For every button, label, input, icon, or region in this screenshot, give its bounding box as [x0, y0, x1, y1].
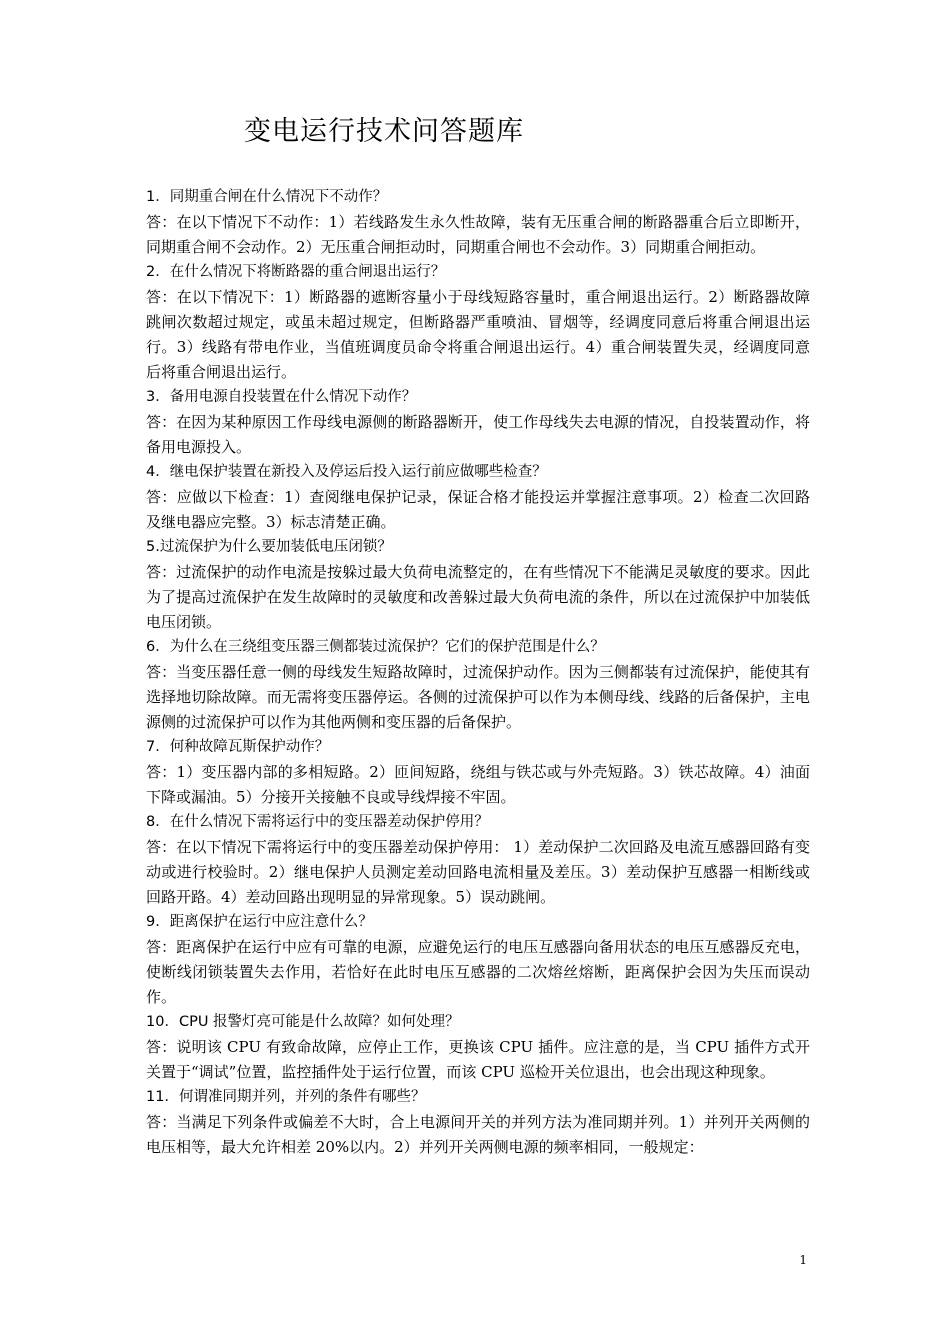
qa-item	[146, 1010, 810, 1085]
answer-line: 油面下降或漏油。5）分接开关接触不良或导线焊接不牢固。	[146, 763, 810, 806]
answer-text	[146, 835, 810, 910]
answer-text	[146, 485, 810, 535]
answer-line: 过流保护中加装低电压闭锁。	[146, 588, 810, 631]
question-heading: 11．何谓准同期并列，并列的条件有哪些？	[146, 1089, 426, 1105]
answer-line: 反充电，使断线闭锁装置失去作用，若恰好在此时电压互感器的二次熔丝熔断，距离保护会	[146, 938, 810, 981]
question-heading: 2．在什么情况下将断路器的重合闸退出运行？	[146, 264, 446, 280]
question-heading: 1．同期重合闸在什么情况下不动作？	[146, 189, 388, 205]
answer-line: 答：当满足下列条件或偏差不大时，合上电源间开关的并列方法为准同期并列。1）并列开	[146, 1113, 750, 1131]
qa-item	[146, 735, 810, 810]
qa-item	[146, 810, 810, 910]
answer-line: 答：距离保护在运行中应有可靠的电源，应避免运行的电压互感器向备用状态的电压互感器	[146, 938, 750, 956]
answer-line: 答：1）变压器内部的多相短路。2）匝间短路，绕组与铁芯或与外壳短路。3）铁芯故障。4）	[146, 763, 780, 781]
answer-line: 答：在以下情况下需将运行中的变压器差动保护停用： 1）差动保护二次回路及电流互感器	[146, 838, 750, 856]
answer-line: 答：过流保护的动作电流是按躲过最大负荷电流整定的，在有些情况下不能满足灵敏度的要	[146, 563, 750, 581]
qa-item	[146, 260, 810, 385]
question-heading: 9．距离保护在运行中应注意什么？	[146, 914, 373, 930]
answer-text	[146, 660, 810, 735]
qa-item	[146, 1085, 810, 1160]
answer-line: 答：在因为某种原因工作母线电源侧的断路器断开，使工作母线失去电源的情况，自投装置	[146, 413, 750, 431]
answer-line: 现象。	[729, 1063, 775, 1081]
answer-line: 答：说明该 CPU 有致命故障，应停止工作，更换该 CPU 插件。应注意的是，当 CPU 插件方式	[146, 1038, 795, 1056]
answer-line: 合闸拒动。	[690, 238, 766, 256]
question-heading: 6．为什么在三绕组变压器三侧都装过流保护？它们的保护范围是什么？	[146, 639, 605, 655]
answer-text	[146, 760, 810, 810]
answer-line: 关两侧的电压相等，最大允许相差 20%以内。2）并列开关两侧电源的频率相同，一般规定：	[146, 1113, 810, 1156]
answer-line: 能使其有选择地切除故障。而无需将变压器停运。各侧的过流保护可以作为本侧母线、线路	[146, 663, 810, 706]
document-title: 变电运行技术问答题库	[244, 116, 524, 147]
answer-line: 答：在以下情况下：1）断路器的遮断容量小于母线短路容量时，重合闸退出运行。2）断路	[146, 288, 765, 306]
answer-line: 回路有变动或进行校验时。2）继电保护人员测定差动回路电流相量及差压。3）差动保护互	[146, 838, 810, 881]
qa-item	[146, 535, 810, 635]
question-heading: 4．继电保护装置在新投入及停运后投入运行前应做哪些检查？	[146, 464, 547, 480]
answer-line: 器故障跳闸次数超过规定，或虽未超过规定，但断路器严重喷油、冒烟等，经调度同意后将	[146, 288, 810, 331]
answer-line: 求。因此为了提高过流保护在发生故障时的灵敏度和改善躲过最大负荷电流的条件，所以在	[146, 563, 810, 606]
answer-line: 重合闸退出运行。3）线路有带电作业，当值班调度员命令将重合闸退出运行。4）重合闸装	[146, 313, 810, 356]
question-heading: 5.过流保护为什么要加装低电压闭锁？	[146, 539, 392, 555]
answer-line: 置失灵，经调度同意后将重合闸退出运行。	[146, 338, 810, 381]
answer-text	[146, 1035, 810, 1085]
qa-item	[146, 460, 810, 535]
page-number: 1	[799, 1253, 807, 1267]
qa-item	[146, 385, 810, 460]
answer-line: 答：应做以下检查：1）查阅继电保护记录，保证合格才能投运并掌握注意事项。2）检查二	[146, 488, 765, 506]
question-heading: 8．在什么情况下需将运行中的变压器差动保护停用？	[146, 814, 489, 830]
question-heading: 7．何种故障瓦斯保护动作？	[146, 739, 330, 755]
question-heading: 10．CPU 报警灯亮可能是什么故障？如何处理？	[146, 1014, 460, 1030]
answer-line: 动作，将备用电源投入。	[146, 413, 810, 456]
answer-line: 次回路及继电器应完整。3）标志清楚正确。	[146, 488, 810, 531]
answer-line: 答：在以下情况下不动作：1）若线路发生永久性故障，装有无压重合闸的断路器重合后立	[146, 213, 750, 231]
question-heading: 3．备用电源自投装置在什么情况下动作？	[146, 389, 417, 405]
qa-item	[146, 185, 810, 260]
answer-text	[146, 210, 810, 260]
answer-line: 的后备保护，主电源侧的过流保护可以作为其他两侧和变压器的后备保护。	[146, 688, 810, 731]
answer-text	[146, 560, 810, 635]
answer-line: 即断开，同期重合闸不会动作。2）无压重合闸拒动时，同期重合闸也不会动作。3）同期重	[146, 213, 810, 256]
answer-text	[146, 410, 810, 460]
qa-list	[146, 185, 810, 1160]
answer-line: 开关置于“调试”位置，监控插件处于运行位置，而该 CPU 巡检开关位退出，也会出现这种	[146, 1038, 810, 1081]
answer-text	[146, 1110, 810, 1160]
answer-line: 答：当变压器任意一侧的母线发生短路故障时，过流保护动作。因为三侧都装有过流保护，	[146, 663, 750, 681]
answer-line: 因为失压而误动作。	[146, 963, 810, 1006]
answer-line: 感器一相断线或回路开路。4）差动回路出现明显的异常现象。5）误动跳闸。	[146, 863, 810, 906]
qa-item	[146, 635, 810, 735]
answer-text	[146, 935, 810, 1010]
qa-item	[146, 910, 810, 1010]
answer-text	[146, 285, 810, 385]
